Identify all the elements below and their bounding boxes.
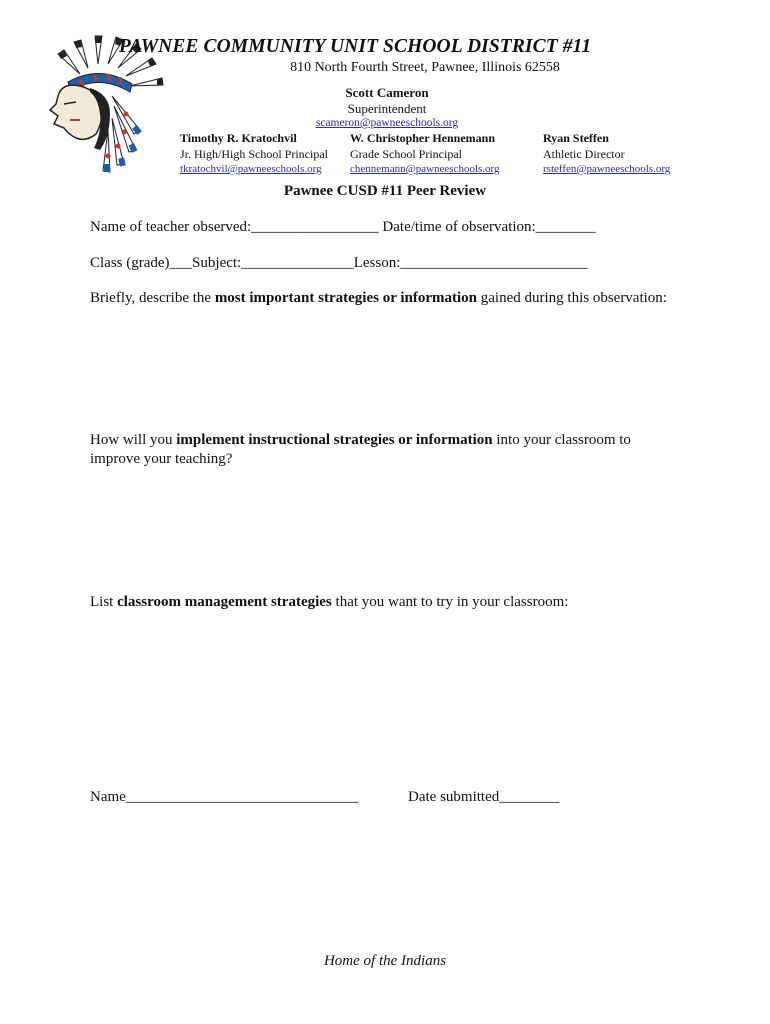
superintendent-email-link[interactable]: scameron@pawneeschools.org [315, 117, 459, 129]
name-field[interactable]: Name_______________________________ [90, 789, 359, 805]
question-text: List [90, 594, 118, 610]
question-text: into your classroom to [492, 432, 631, 448]
question-text: Briefly, describe the [90, 290, 215, 306]
footer-tagline: Home of the Indians [323, 953, 447, 969]
form-title: Pawnee CUSD #11 Peer Review [283, 183, 487, 199]
staff-email-link[interactable]: tkratochvil@pawneeschools.org [180, 163, 322, 175]
question-strategies [90, 290, 667, 307]
staff-block-principal-gs [350, 131, 500, 178]
staff-title: Athletic Director [543, 146, 625, 161]
date-submitted-field[interactable]: Date submitted________ [408, 789, 560, 805]
superintendent-name: Scott Cameron [345, 85, 429, 100]
staff-email-link[interactable]: chennemann@pawneeschools.org [350, 163, 500, 175]
staff-title: Grade School Principal [350, 146, 462, 161]
staff-block-principal-hs [180, 131, 328, 178]
staff-email-link[interactable]: rsteffen@pawneeschools.org [543, 163, 671, 175]
staff-name: W. Christopher Hennemann [350, 131, 496, 145]
staff-name: Timothy R. Kratochvil [180, 131, 297, 145]
question-text: gained during this observation: [477, 290, 667, 306]
question-text: How will you [90, 432, 177, 448]
question-implement-line2: improve your teaching? [90, 451, 233, 467]
superintendent-title: Superintendent [347, 101, 427, 116]
district-address: 810 North Fourth Street, Pawnee, Illinois 62558 [290, 60, 560, 75]
question-emphasis: classroom management strategies [117, 594, 332, 610]
staff-name: Ryan Steffen [543, 131, 609, 145]
question-text: that you want to try in your classroom: [331, 594, 569, 610]
question-classroom-management [90, 594, 568, 611]
staff-block-athletic-director [543, 131, 670, 178]
class-subject-lesson-field[interactable]: Class (grade)___Subject:_______________Lesson:_________________________ [90, 255, 588, 271]
question-implement [90, 432, 631, 449]
staff-title: Jr. High/High School Principal [180, 146, 328, 161]
question-emphasis: most important strategies or information [214, 290, 477, 306]
district-title: PAWNEE COMMUNITY UNIT SCHOOL DISTRICT #11 [118, 36, 592, 57]
teacher-observed-field[interactable]: Name of teacher observed:_________________ Date/time of observation:________ [90, 219, 596, 235]
question-emphasis: implement instructional strategies or information [176, 432, 493, 448]
